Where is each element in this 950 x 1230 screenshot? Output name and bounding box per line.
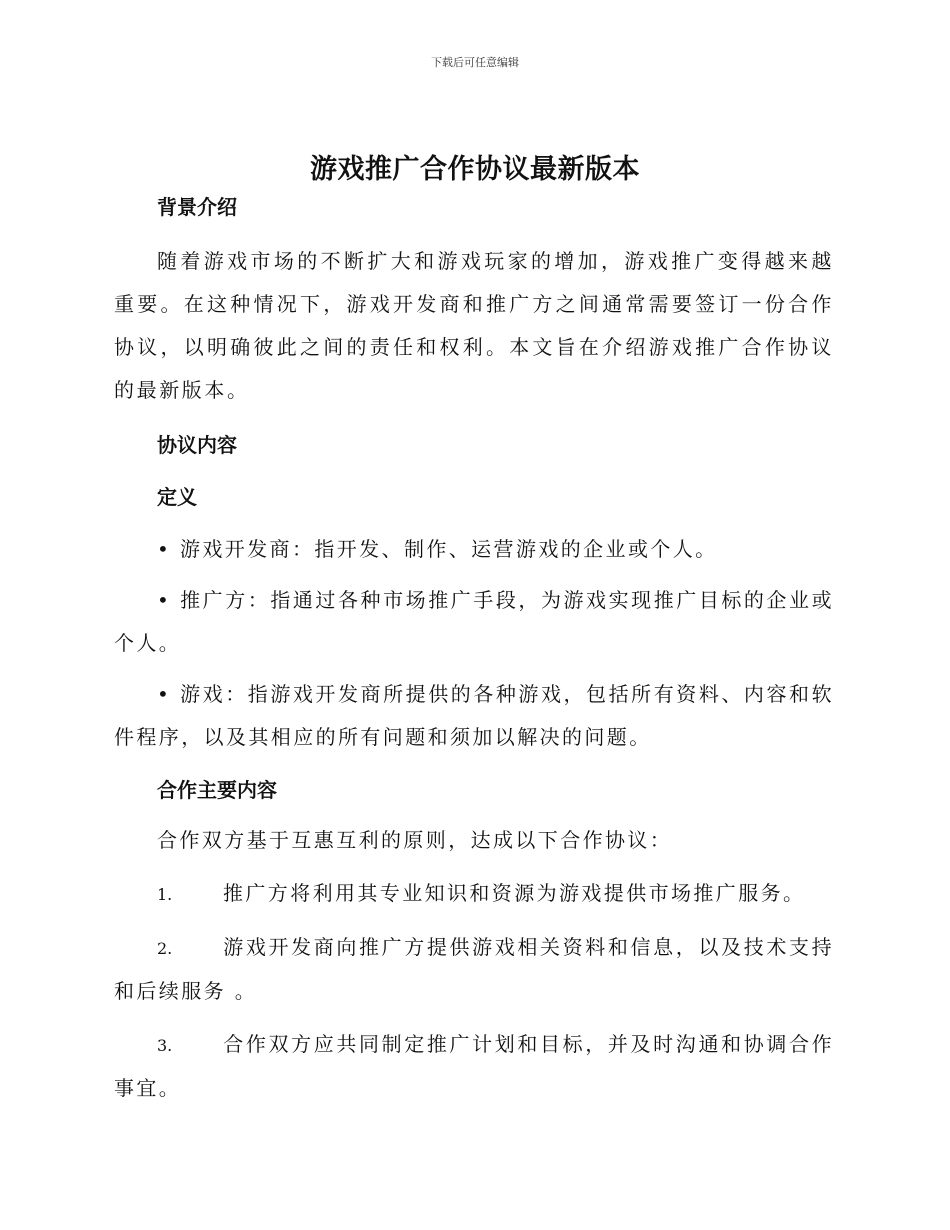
item-number: 3. <box>157 1036 173 1055</box>
item-number: 1. <box>157 885 173 904</box>
definition-item-game: • 游戏：指游戏开发商所提供的各种游戏，包括所有资料、内容和软件程序，以及其相应的所有问题和须加以解决的问题。 <box>114 682 834 749</box>
definition-item-promoter: • 推广方：指通过各种市场推广手段，为游戏实现推广目标的企业或个人。 <box>114 588 834 655</box>
item-text: 推广方将利用其专业知识和资源为游戏提供市场推广服务。 <box>223 881 806 905</box>
cooperation-item <box>114 1023 834 1110</box>
header-note: 下载后可任意编辑 <box>431 56 519 69</box>
cooperation-item <box>114 872 834 916</box>
definition-item-developer: • 游戏开发商：指开发、制作、运营游戏的企业或个人。 <box>157 537 718 561</box>
background-paragraph: 随着游戏市场的不断扩大和游戏玩家的增加，游戏推广变得越来越重要。在这种情况下，游戏开发商和推广方之间通常需要签订一份合作协议，以明确彼此之间的责任和权利。本文旨在介绍游戏推广合作协议的最新版本。 <box>114 249 834 402</box>
item-text: 游戏开发商向推广方提供游戏相关资料和信息，以及技术支持和后续服务 。 <box>114 935 834 1003</box>
section-heading-definitions: 定义 <box>157 485 197 509</box>
cooperation-intro: 合作双方基于互惠互利的原则，达成以下合作协议： <box>157 828 673 852</box>
cooperation-item <box>114 926 834 1013</box>
item-text: 合作双方应共同制定推广计划和目标，并及时沟通和协调合作事宜。 <box>114 1032 834 1100</box>
section-heading-cooperation: 合作主要内容 <box>157 778 277 802</box>
document-title: 游戏推广合作协议最新版本 <box>310 154 640 185</box>
section-heading-background: 背景介绍 <box>157 195 237 219</box>
section-heading-agreement: 协议内容 <box>157 433 237 457</box>
item-number: 2. <box>157 939 173 958</box>
document-body <box>114 190 834 1110</box>
